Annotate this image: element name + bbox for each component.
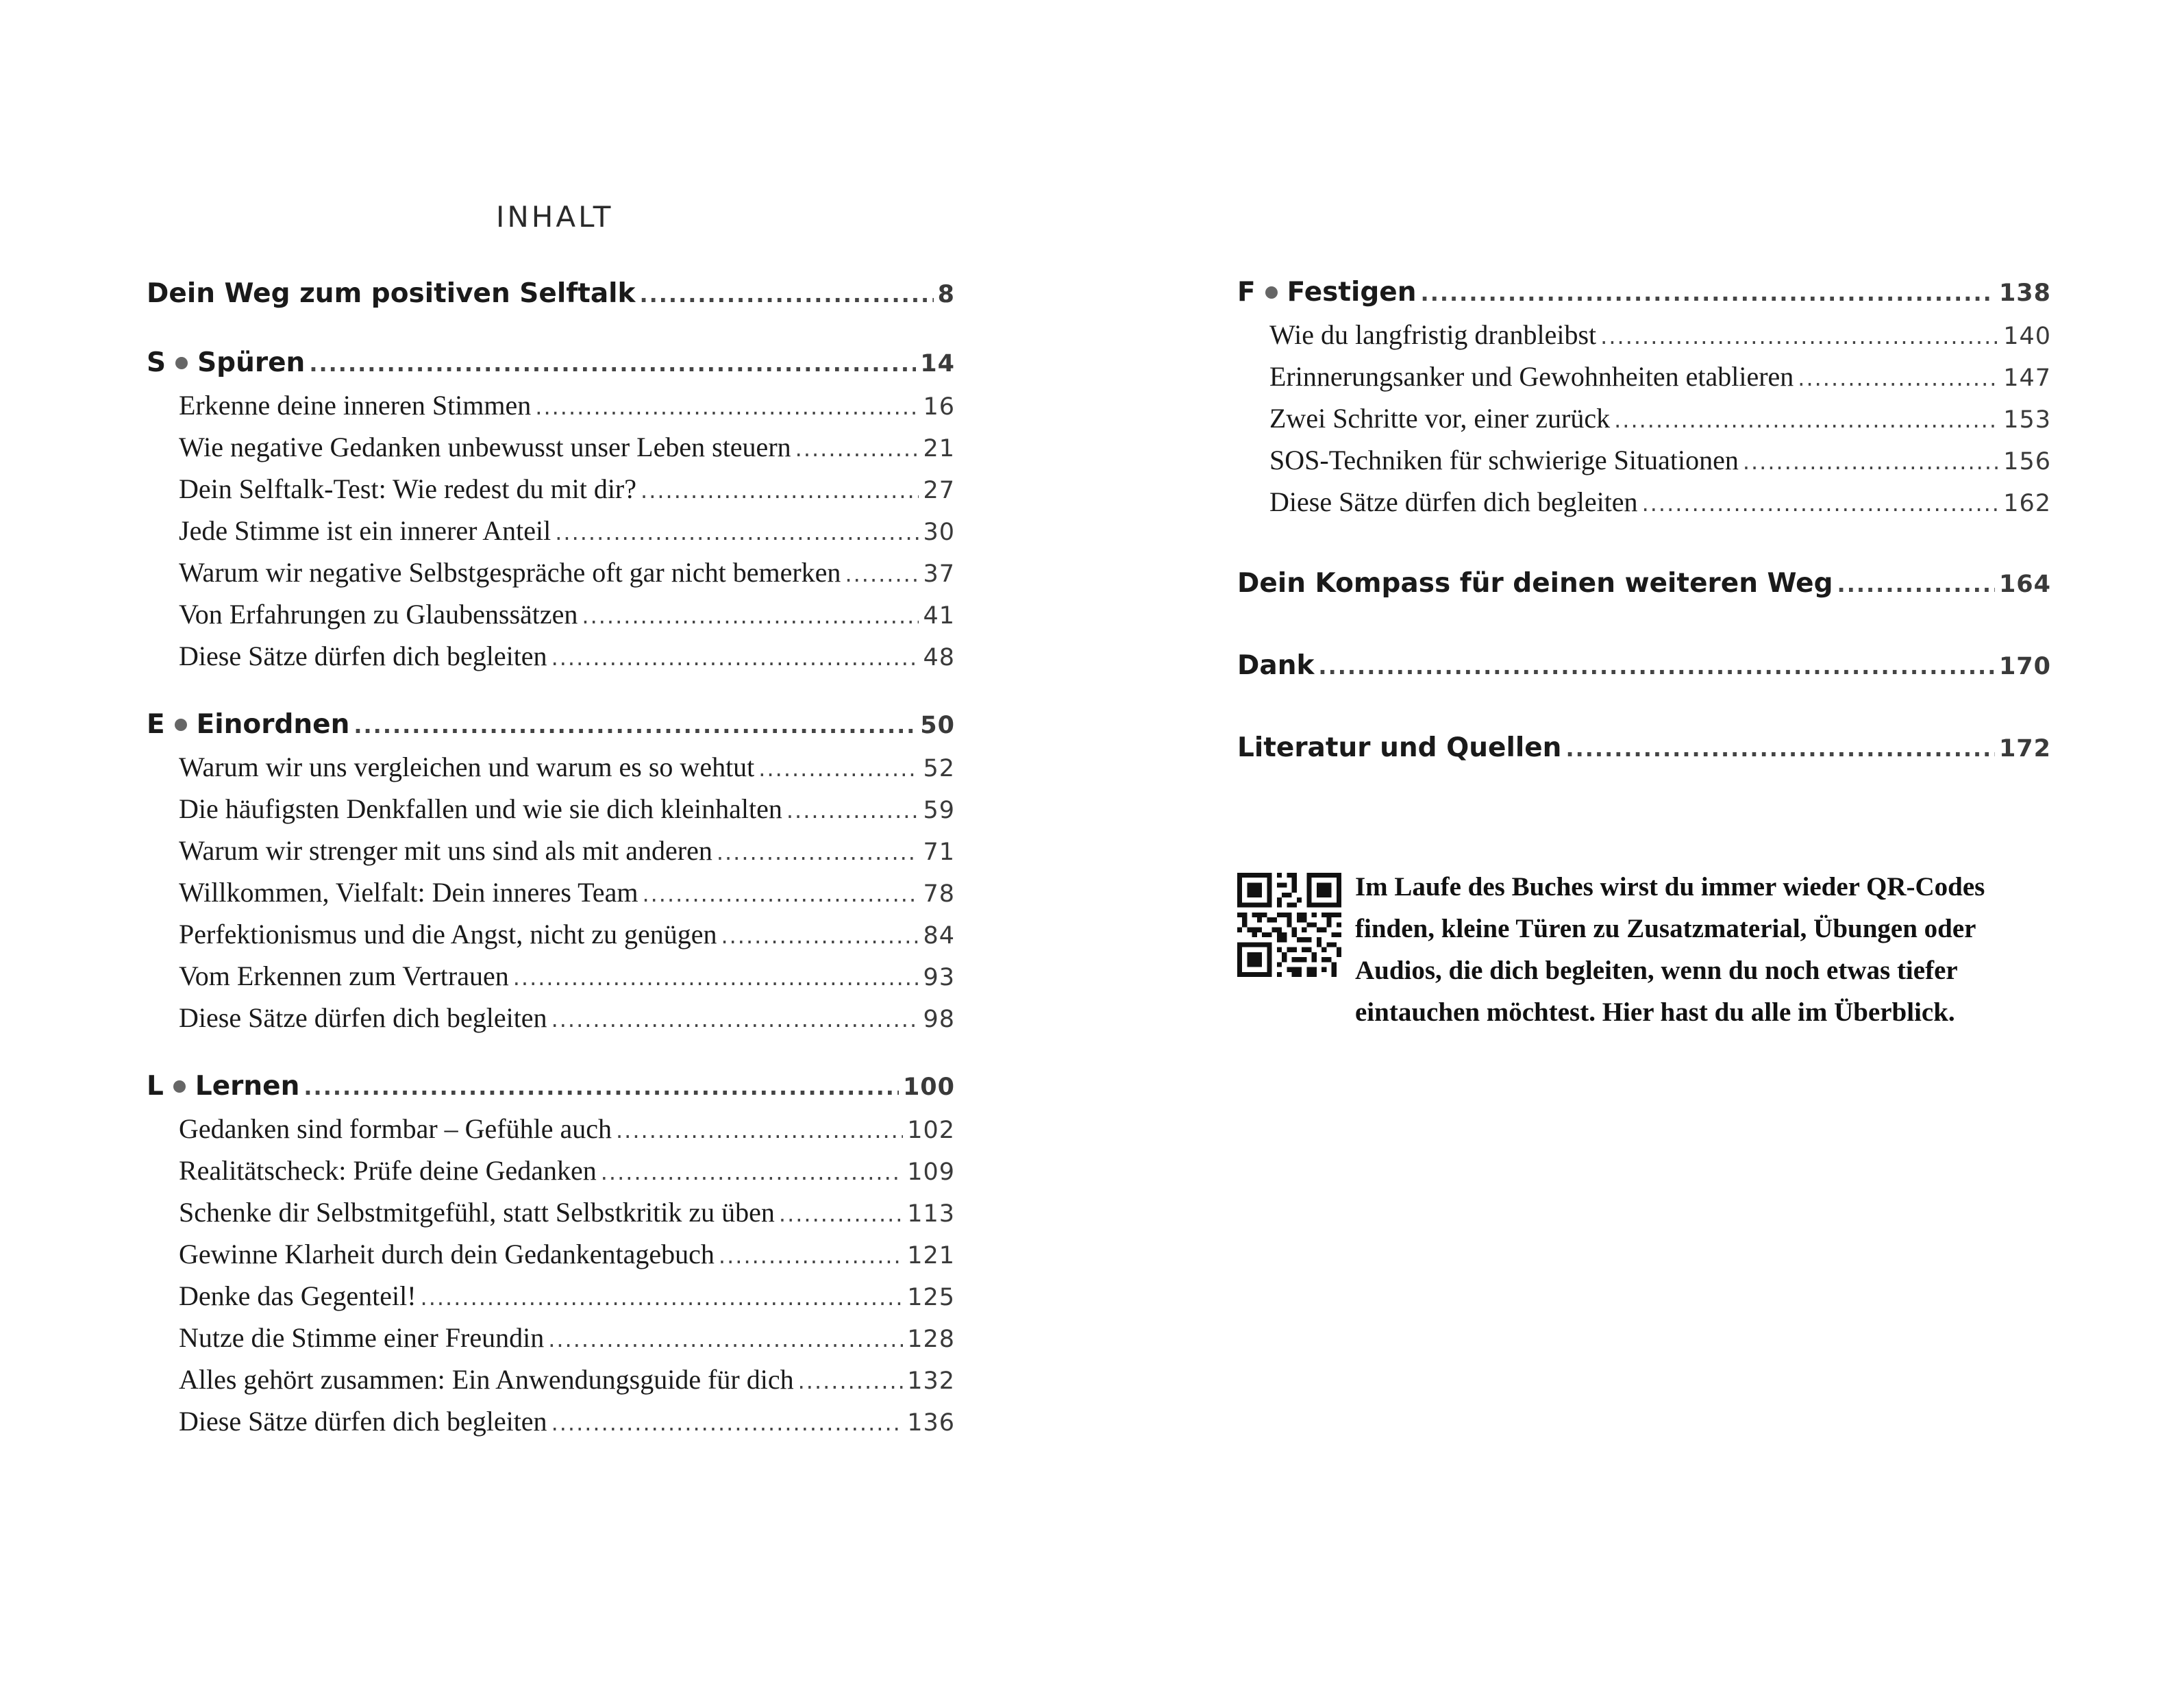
leader-dots — [758, 756, 919, 782]
toc-page-number: 30 — [923, 519, 955, 546]
toc-entry[interactable] — [147, 431, 955, 473]
toc-entry-label: Diese Sätze dürfen dich begleiten — [1269, 486, 1638, 517]
leader-dots — [551, 645, 919, 671]
leader-dots — [641, 478, 919, 504]
leader-dots — [786, 797, 919, 823]
toc-entry-label: Diese Sätze dürfen dich begleiten — [179, 1002, 547, 1033]
toc-entry-label: Dank — [1237, 650, 1315, 681]
toc-page-number: 27 — [923, 477, 955, 504]
toc-page-number: 14 — [920, 350, 955, 377]
toc-page-number: 164 — [1998, 571, 2051, 598]
toc-entry[interactable] — [147, 1002, 955, 1043]
toc-entry-label: Vom Erkennen zum Vertrauen — [179, 960, 509, 991]
toc-page-number: 153 — [2003, 406, 2051, 434]
toc-entry[interactable] — [147, 389, 955, 431]
toc-page-number: 37 — [923, 560, 955, 588]
leader-dots — [548, 1326, 903, 1352]
leader-dots — [1600, 323, 1999, 349]
toc-page-number: 132 — [907, 1367, 955, 1395]
toc-entry[interactable] — [1237, 444, 2051, 486]
toc-entry[interactable] — [147, 598, 955, 640]
toc-entry-label: Diese Sätze dürfen dich begleiten — [179, 1406, 547, 1437]
toc-entry[interactable] — [1237, 360, 2051, 402]
toc-entry-label: Jede Stimme ist ein innerer Anteil — [179, 515, 551, 546]
toc-page-number: 156 — [2003, 448, 2051, 475]
toc-entry-label: Erinnerungsanker und Gewohnheiten etablieren — [1269, 361, 1794, 392]
toc-page-number: 21 — [923, 435, 955, 462]
toc-entry-kompass[interactable] — [1237, 568, 2051, 610]
toc-section-festigen[interactable] — [1237, 277, 2051, 319]
toc-entry-label: Von Erfahrungen zu Glaubenssätzen — [179, 599, 578, 630]
toc-page-number: 140 — [2003, 323, 2051, 350]
toc-entry-label: Warum wir uns vergleichen und warum es so wehtut — [179, 752, 755, 782]
toc-entry[interactable] — [147, 473, 955, 514]
leader-dots — [1642, 491, 2000, 517]
section-label: Einordnen — [196, 709, 350, 740]
bullet-dot-icon — [175, 719, 187, 731]
qr-code-icon[interactable] — [1237, 873, 1341, 977]
toc-entry-label: Wie du langfristig dranbleibst — [1269, 319, 1597, 350]
toc-page-number: 138 — [1998, 280, 2051, 307]
leader-dots — [303, 1074, 899, 1100]
toc-page-number: 48 — [923, 644, 955, 671]
toc-section-spueren[interactable] — [147, 347, 955, 389]
toc-entry[interactable] — [1237, 319, 2051, 360]
toc-page-number: 16 — [923, 393, 955, 421]
toc-page-number: 41 — [923, 602, 955, 630]
leader-dots — [639, 282, 933, 308]
bullet-dot-icon — [1265, 286, 1278, 299]
leader-dots — [798, 1368, 904, 1394]
toc-entry[interactable] — [147, 1113, 955, 1154]
toc-entry-label: Willkommen, Vielfalt: Dein inneres Team — [179, 877, 638, 908]
leader-dots — [551, 1410, 904, 1436]
toc-page-number: 50 — [920, 712, 955, 739]
toc-entry-label: Gewinne Klarheit durch dein Gedankentagebuch — [179, 1239, 715, 1269]
toc-entry-label: Zwei Schritte vor, einer zurück — [1269, 403, 1611, 434]
toc-entry-label: Realitätscheck: Prüfe deine Gedanken — [179, 1155, 597, 1186]
toc-entry[interactable] — [147, 1405, 955, 1447]
toc-page-number: 172 — [1998, 735, 2051, 762]
toc-page-number: 8 — [937, 281, 955, 308]
toc-entry[interactable] — [1237, 402, 2051, 444]
toc-entry-label: Denke das Gegenteil! — [179, 1280, 417, 1311]
toc-page-number: 52 — [923, 755, 955, 782]
section-letter: L — [147, 1071, 164, 1102]
toc-entry-label: Erkenne deine inneren Stimmen — [179, 390, 532, 421]
toc-page-number: 113 — [907, 1200, 955, 1228]
toc-page-number: 170 — [1998, 653, 2051, 680]
toc-entry[interactable] — [147, 640, 955, 682]
toc-entry[interactable] — [1237, 486, 2051, 528]
leader-dots — [1798, 365, 1999, 391]
leader-dots — [719, 1243, 903, 1269]
leader-dots — [1837, 571, 1995, 597]
leader-dots — [779, 1201, 903, 1227]
toc-page-number: 147 — [2003, 364, 2051, 392]
toc-entry[interactable] — [147, 876, 955, 918]
section-label: Spüren — [197, 347, 306, 378]
leader-dots — [513, 965, 919, 991]
page-title: INHALT — [496, 200, 614, 234]
section-letter: F — [1237, 277, 1256, 308]
leader-dots — [616, 1117, 903, 1143]
toc-entry[interactable] — [147, 1363, 955, 1405]
toc-entry-label: Wie negative Gedanken unbewusst unser Leben steuern — [179, 432, 791, 462]
toc-entry-label: Dein Selftalk-Test: Wie redest du mit dir? — [179, 473, 637, 504]
section-letter: E — [147, 709, 165, 740]
toc-entry[interactable] — [147, 1196, 955, 1238]
leader-dots — [421, 1285, 904, 1311]
toc-entry[interactable] — [147, 1238, 955, 1280]
toc-entry-intro[interactable] — [147, 278, 955, 320]
bullet-dot-icon — [173, 1080, 186, 1093]
leader-dots — [535, 394, 919, 420]
leader-dots — [601, 1159, 903, 1185]
toc-left-column — [147, 278, 955, 1447]
toc-entry[interactable] — [147, 751, 955, 793]
toc-entry[interactable] — [147, 556, 955, 598]
toc-entry-label: Die häufigsten Denkfallen und wie sie dich kleinhalten — [179, 793, 782, 824]
toc-entry-label: SOS-Techniken für schwierige Situationen — [1269, 445, 1739, 475]
toc-page-number: 109 — [907, 1158, 955, 1186]
toc-page-number: 93 — [923, 964, 955, 991]
leader-dots — [555, 519, 919, 545]
leader-dots — [1318, 654, 1995, 680]
toc-page-number: 125 — [907, 1284, 955, 1311]
toc-entry-label: Dein Kompass für deinen weiteren Weg — [1237, 568, 1833, 599]
toc-page-number: 98 — [923, 1006, 955, 1033]
toc-entry-dank[interactable] — [1237, 650, 2051, 692]
toc-page-number: 128 — [907, 1326, 955, 1353]
bullet-dot-icon — [175, 357, 188, 369]
qr-code-description: Im Laufe des Buches wirst du immer wieder QR-Codes finden, kleine Türen zu Zusatzmaterial, Übungen oder Audios, die dich begleiten, wenn du noch etwas tiefer eintauchen möchtest. Hier hast du alle im Überblick. — [1355, 872, 1985, 1027]
leader-dots — [845, 561, 919, 587]
toc-entry-label: Nutze die Stimme einer Freundin — [179, 1322, 545, 1353]
toc-page-number: 78 — [923, 880, 955, 908]
leader-dots — [582, 603, 919, 629]
toc-page-number: 71 — [923, 839, 955, 866]
toc-page-number: 162 — [2003, 490, 2051, 517]
toc-entry[interactable] — [147, 793, 955, 834]
toc-entry[interactable] — [147, 1280, 955, 1322]
toc-entry-label: Diese Sätze dürfen dich begleiten — [179, 641, 547, 671]
toc-entry[interactable] — [147, 1154, 955, 1196]
toc-page-number: 136 — [907, 1409, 955, 1437]
toc-page-number: 59 — [923, 797, 955, 824]
toc-entry-label: Schenke dir Selbstmitgefühl, statt Selbstkritik zu üben — [179, 1197, 775, 1228]
toc-entry-label: Warum wir negative Selbstgespräche oft gar nicht bemerken — [179, 557, 841, 588]
toc-right-column — [1237, 277, 2051, 774]
toc-page-number: 84 — [923, 922, 955, 950]
toc-entry[interactable] — [147, 960, 955, 1002]
leader-dots — [1421, 280, 1995, 306]
leader-dots — [721, 923, 919, 949]
section-label: Lernen — [195, 1071, 300, 1102]
toc-entry-label: Perfektionismus und die Angst, nicht zu genügen — [179, 919, 717, 950]
section-label: Festigen — [1287, 277, 1417, 308]
toc-entry-label: Literatur und Quellen — [1237, 732, 1562, 763]
toc-entry-label: Dein Weg zum positiven Selftalk — [147, 278, 636, 309]
toc-page-number: 102 — [907, 1117, 955, 1144]
toc-entry-label: Warum wir strenger mit uns sind als mit anderen — [179, 835, 712, 866]
toc-page-number: 100 — [902, 1074, 955, 1101]
leader-dots — [309, 351, 916, 377]
toc-section-einordnen[interactable] — [147, 709, 955, 751]
toc-page-number: 121 — [907, 1242, 955, 1269]
toc-entry[interactable] — [147, 834, 955, 876]
leader-dots — [717, 839, 919, 865]
leader-dots — [1565, 736, 1995, 762]
leader-dots — [795, 436, 919, 462]
leader-dots — [1614, 407, 1999, 433]
toc-entry-label: Gedanken sind formbar – Gefühle auch — [179, 1113, 612, 1144]
section-letter: S — [147, 347, 166, 378]
toc-entry-label: Alles gehört zusammen: Ein Anwendungsguide für dich — [179, 1364, 794, 1395]
leader-dots — [642, 881, 919, 907]
toc-entry-literatur[interactable] — [1237, 732, 2051, 774]
leader-dots — [551, 1006, 919, 1032]
toc-entry[interactable] — [147, 514, 955, 556]
leader-dots — [1743, 449, 1999, 475]
toc-entry[interactable] — [147, 918, 955, 960]
toc-section-lernen[interactable] — [147, 1071, 955, 1113]
leader-dots — [353, 712, 916, 739]
toc-entry[interactable] — [147, 1322, 955, 1363]
